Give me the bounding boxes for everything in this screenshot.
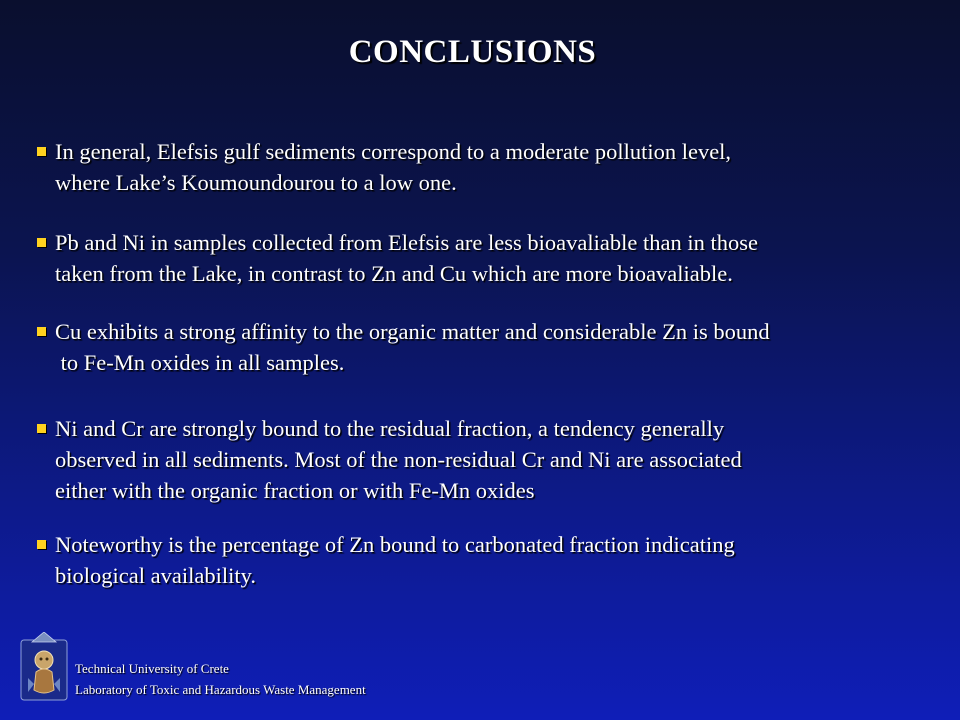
bullet-marker-icon — [37, 238, 46, 247]
bullet-item — [36, 413, 916, 506]
bullet-item — [36, 316, 916, 378]
bullet-marker-icon — [37, 327, 46, 336]
bullet-line: taken from the Lake, in contrast to Zn and Cu which are more bioavaliable. — [55, 261, 733, 286]
bullet-item — [36, 529, 916, 591]
bullet-text — [36, 316, 916, 378]
bullet-line: Noteworthy is the percentage of Zn bound to carbonated fraction indicating — [55, 532, 735, 557]
bullet-line: where Lake’s Koumoundourou to a low one. — [55, 170, 457, 195]
footer-text — [75, 658, 366, 700]
bullet-line: either with the organic fraction or with Fe-Mn oxides — [55, 478, 535, 503]
bullet-marker-icon — [37, 540, 46, 549]
bullet-text — [36, 136, 916, 198]
bullet-line: Pb and Ni in samples collected from Elefsis are less bioavaliable than in those — [55, 230, 758, 255]
bullet-text — [36, 227, 916, 289]
bullet-line: to Fe-Mn oxides in all samples. — [55, 350, 345, 375]
bullet-line: In general, Elefsis gulf sediments correspond to a moderate pollution level, — [55, 139, 732, 164]
bullet-text — [36, 529, 916, 591]
footer-university: Technical University of Crete — [75, 661, 229, 676]
bullet-line: observed in all sediments. Most of the non-residual Cr and Ni are associated — [55, 447, 742, 472]
bullet-line: Ni and Cr are strongly bound to the residual fraction, a tendency generally — [55, 416, 725, 441]
bullet-text — [36, 413, 916, 506]
bullet-item — [36, 227, 916, 289]
slide-title: CONCLUSIONS — [348, 34, 597, 70]
slide-footer — [20, 632, 520, 702]
footer-laboratory: Laboratory of Toxic and Hazardous Waste Management — [75, 682, 366, 697]
bullet-line: biological availability. — [55, 563, 256, 588]
bullet-line: Cu exhibits a strong affinity to the organic matter and considerable Zn is bound — [55, 319, 770, 344]
university-crest-icon — [20, 632, 68, 702]
bullet-marker-icon — [37, 424, 46, 433]
bullet-item — [36, 136, 916, 198]
bullet-marker-icon — [37, 147, 46, 156]
